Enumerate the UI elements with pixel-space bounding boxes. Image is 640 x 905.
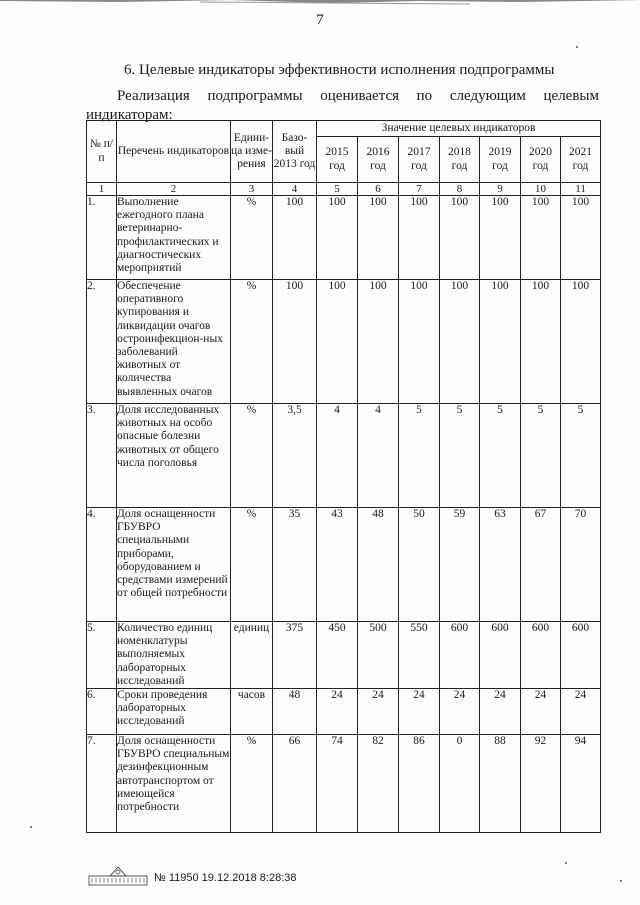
target-value: 5: [521, 404, 561, 508]
scan-edge-artifact: [0, 0, 640, 10]
header-year: 2020 год: [521, 137, 561, 183]
target-value: 100: [561, 196, 601, 280]
target-value: 24: [317, 689, 358, 735]
target-value: 550: [399, 622, 440, 689]
target-value: 100: [440, 280, 480, 404]
indicator-name: Доля оснащенности ГБУВРО специальными приборами, оборудованием и средствами измерений от общей потребности: [117, 508, 231, 622]
target-value: 94: [561, 735, 601, 833]
target-value: 0: [440, 735, 480, 833]
target-value: 88: [480, 735, 521, 833]
header-unit: Едини- ца изме- рения: [231, 121, 273, 183]
target-value: 4: [358, 404, 399, 508]
indicator-name: Сроки проведения лабораторных исследований: [117, 689, 231, 735]
target-value: 100: [561, 280, 601, 404]
header-year: 2015 год: [317, 137, 358, 183]
target-value: 24: [358, 689, 399, 735]
row-number: 6.: [87, 689, 117, 735]
target-value: 100: [521, 196, 561, 280]
target-value: 24: [440, 689, 480, 735]
base-value: 35: [273, 508, 317, 622]
indicator-unit: часов: [231, 689, 273, 735]
row-number: 1.: [87, 196, 117, 280]
column-number: 8: [440, 183, 480, 196]
target-value: 450: [317, 622, 358, 689]
target-value: 70: [561, 508, 601, 622]
column-number: 5: [317, 183, 358, 196]
base-value: 100: [273, 196, 317, 280]
target-value: 100: [521, 280, 561, 404]
target-value: 4: [317, 404, 358, 508]
indicator-name: Доля оснащенности ГБУВРО специальным дезинфекционным автотранспортом от имеющейся потребности: [117, 735, 231, 833]
target-value: 24: [521, 689, 561, 735]
target-value: 500: [358, 622, 399, 689]
target-value: 100: [480, 196, 521, 280]
target-value: 600: [521, 622, 561, 689]
target-value: 24: [561, 689, 601, 735]
base-value: 100: [273, 280, 317, 404]
page-number: 7: [316, 12, 324, 28]
base-value: 66: [273, 735, 317, 833]
header-row: [87, 121, 601, 137]
document-registry-logo: [88, 864, 148, 886]
registration-footer: [88, 862, 297, 886]
header-year: 2016 год: [358, 137, 399, 183]
target-value: 24: [399, 689, 440, 735]
column-number: 7: [399, 183, 440, 196]
indicator-name: Обеспечение оперативного купирования и ликвидации очагов остроинфекцион-ных заболеваний животных от количества выявленных очагов: [117, 280, 231, 404]
table-row: [87, 508, 601, 622]
target-value: 5: [440, 404, 480, 508]
target-value: 100: [399, 280, 440, 404]
indicators-table: [86, 120, 601, 833]
target-value: 600: [480, 622, 521, 689]
table-row: [87, 404, 601, 508]
row-number: 5.: [87, 622, 117, 689]
target-value: 86: [399, 735, 440, 833]
target-value: 5: [480, 404, 521, 508]
scan-speck: [30, 826, 32, 828]
target-value: 74: [317, 735, 358, 833]
intro-text-line-2: индикаторам:: [86, 107, 173, 123]
header-year: 2018 год: [440, 137, 480, 183]
target-value: 100: [317, 196, 358, 280]
target-value: 5: [561, 404, 601, 508]
indicator-name: Количество единиц номенклатуры выполняемых лабораторных исследований: [117, 622, 231, 689]
target-value: 100: [440, 196, 480, 280]
header-values-group: Значение целевых индикаторов: [317, 121, 601, 137]
scan-speck: [565, 862, 567, 864]
table-row: [87, 735, 601, 833]
target-value: 600: [440, 622, 480, 689]
target-value: 67: [521, 508, 561, 622]
row-number: 2.: [87, 280, 117, 404]
target-value: 5: [399, 404, 440, 508]
indicator-unit: %: [231, 404, 273, 508]
target-value: 24: [480, 689, 521, 735]
target-value: 59: [440, 508, 480, 622]
row-number: 7.: [87, 735, 117, 833]
column-number: 4: [273, 183, 317, 196]
target-value: 43: [317, 508, 358, 622]
table-row: [87, 280, 601, 404]
header-base-year: Базо- вый 2013 год: [273, 121, 317, 183]
target-value: 100: [317, 280, 358, 404]
target-value: 82: [358, 735, 399, 833]
intro-text-line-1: Реализация подпрограммы оценивается по следующим целевым: [117, 88, 599, 104]
indicator-unit: единиц: [231, 622, 273, 689]
indicator-unit: %: [231, 196, 273, 280]
header-num: № п/п: [87, 121, 117, 183]
column-number: 2: [117, 183, 231, 196]
target-value: 600: [561, 622, 601, 689]
row-number: 3.: [87, 404, 117, 508]
table-row: [87, 622, 601, 689]
row-number: 4.: [87, 508, 117, 622]
target-value: 100: [480, 280, 521, 404]
column-number: 9: [480, 183, 521, 196]
table-row: [87, 196, 601, 280]
header-year: 2021 год: [561, 137, 601, 183]
base-value: 375: [273, 622, 317, 689]
indicator-name: Доля исследованных животных на особо опасные болезни животных от общего числа поголовья: [117, 404, 231, 508]
target-value: 100: [358, 280, 399, 404]
column-number: 3: [231, 183, 273, 196]
indicator-unit: %: [231, 280, 273, 404]
target-value: 48: [358, 508, 399, 622]
section-heading: 6. Целевые индикаторы эффективности исполнения подпрограммы: [124, 62, 555, 78]
indicator-unit: %: [231, 508, 273, 622]
target-value: 63: [480, 508, 521, 622]
column-number: 10: [521, 183, 561, 196]
indicator-name: Выполнение ежегодного плана ветеринарно-профилактических и диагностических мероприятий: [117, 196, 231, 280]
base-value: 48: [273, 689, 317, 735]
column-number: 11: [561, 183, 601, 196]
target-value: 50: [399, 508, 440, 622]
indicator-unit: %: [231, 735, 273, 833]
target-value: 92: [521, 735, 561, 833]
scan-speck: [576, 46, 578, 48]
target-value: 100: [358, 196, 399, 280]
header-name: Перечень индикаторов: [117, 121, 231, 183]
header-year: 2019 год: [480, 137, 521, 183]
column-number: 1: [87, 183, 117, 196]
scan-speck: [620, 880, 622, 882]
table-row: [87, 689, 601, 735]
registration-stamp: № 11950 19.12.2018 8:28:38: [154, 872, 297, 884]
column-numbers-row: [87, 183, 601, 196]
column-number: 6: [358, 183, 399, 196]
base-value: 3,5: [273, 404, 317, 508]
target-value: 100: [399, 196, 440, 280]
header-year: 2017 год: [399, 137, 440, 183]
